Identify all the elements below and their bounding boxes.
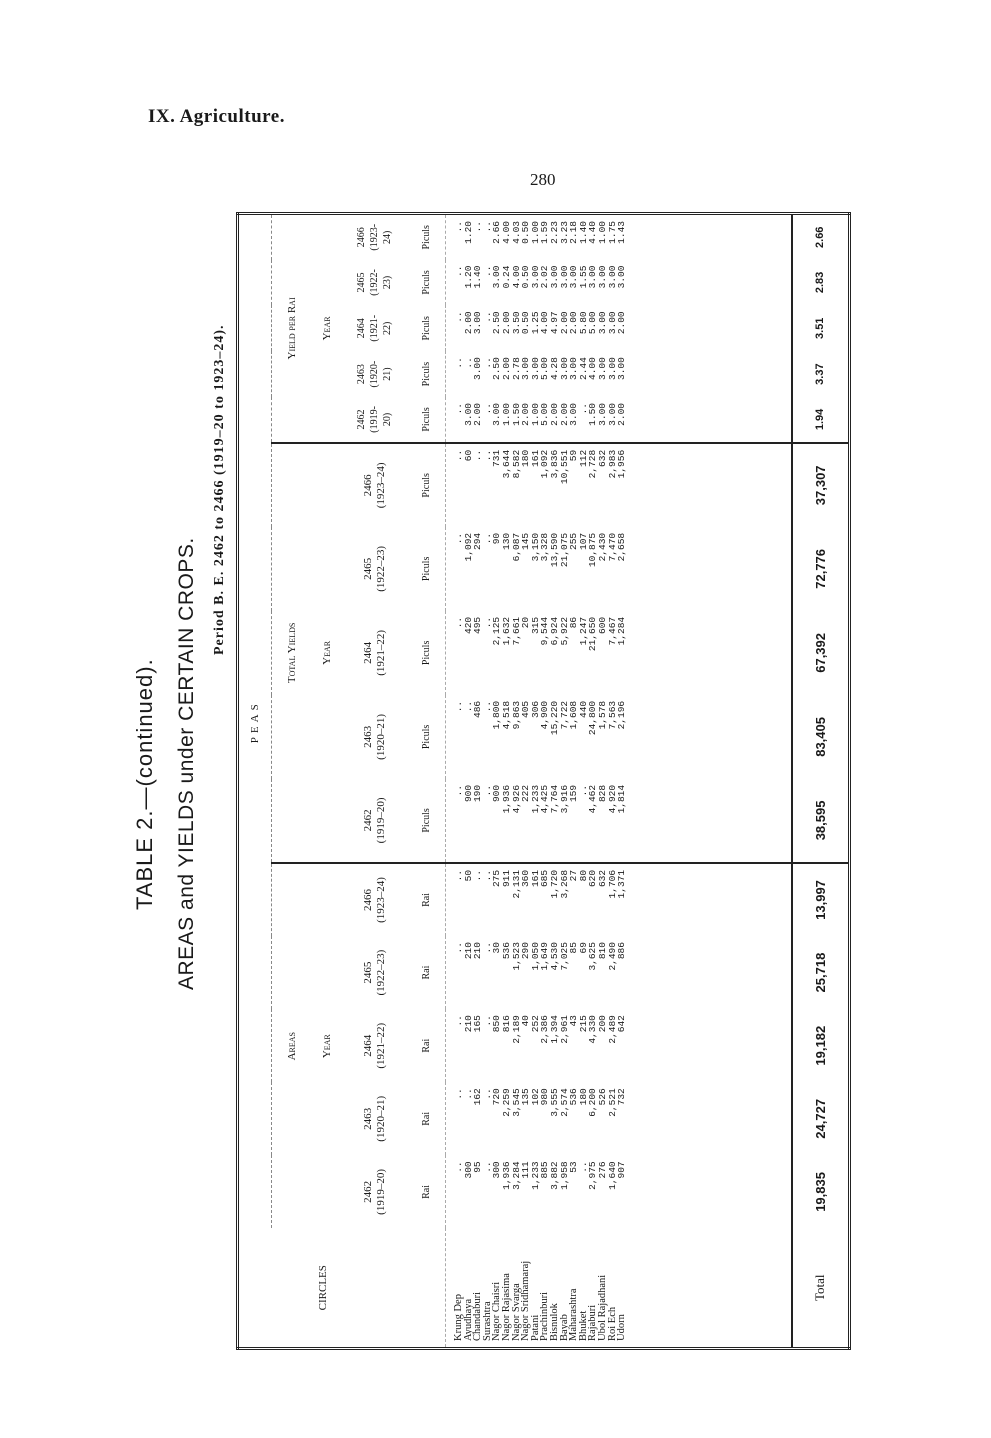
total-value: 37,307 [792,443,850,527]
perrai-year-2462: 2462 (1919- 20) [342,397,408,443]
yields-year-2462: 2462 (1919–20) [342,779,408,863]
circles-header: CIRCLES [317,1265,330,1311]
unit-label: Piculs [408,351,446,397]
column-perrai-2463: .. .. 3.00 .. 2.50 2.00 2.78 3.00 3.00 5.00 4.28 3.00 3.00 2.44 4.00 3.00 3.00 3.00 [453,357,628,380]
column-yields-2466: .. 60 .. .. 731 3,644 8,582 180 161 1,092 3,836 10,551 59 112 2,728 632 2,983 1,956 [453,449,628,485]
column-areas-2464: .. 210 165 .. 850 816 2,189 40 252 2,386 1,394 2,961 43 215 4,330 200 2,489 642 [453,1015,628,1044]
areas-year-2466: 2466 (1923–24) [361,877,387,923]
total-value: 1.94 [792,397,850,443]
areas-year-2464: 2464 (1921–22) [361,1022,387,1069]
total-value: 38,595 [792,779,850,863]
total-value: 19,182 [792,1009,850,1082]
column-perrai-2464: .. 2.00 3.00 .. 2.50 2.00 3.50 0.50 1.25 4.00 4.97 2.00 2.00 5.80 5.00 3.00 3.00 2.00 [453,311,628,335]
total-value: 13,997 [792,863,850,936]
unit-label: Piculs [408,214,446,260]
areas-header: Areas [285,1032,298,1061]
areas-year-2465: 2465 (1922–23) [361,949,387,996]
yields-year-header: Year [312,443,342,863]
unit-label: Piculs [408,611,446,695]
total-label: Total [792,1228,850,1348]
unit-label: Piculs [408,695,446,779]
perrai-year-2464: 2464 (1921- 22) [356,314,393,342]
yields-year-2466: 2466 (1923–24) [361,462,387,509]
unit-label: Piculs [408,397,446,443]
rotated-table-container [236,212,851,1350]
total-value: 3.51 [792,305,850,351]
column-areas-2463: .. .. 162 .. 720 2,259 3,545 135 102 980 3,555 2,574 536 180 6,200 526 2,521 732 [453,1088,628,1117]
unit-label: Rai [408,936,446,1009]
table-title: TABLE 2.—(continued). [132,658,157,910]
unit-blank [408,1228,446,1348]
period-line: Period B. E. 2462 to 2466 (1919–20 to 1923–24). [212,324,227,655]
total-value: 25,718 [792,936,850,1009]
areas-year-2463: 2463 (1920–21) [361,1095,387,1142]
total-value: 83,405 [792,695,850,779]
unit-label: Piculs [408,527,446,611]
total-value: 67,392 [792,611,850,695]
yields-year-2464: 2464 (1921–22) [361,629,387,676]
column-areas-2462: .. 300 95 .. 300 1,936 3,284 111 1,233 885 3,882 1,958 53 .. 2,975 276 1,640 907 [453,1161,628,1190]
column-perrai-2462: .. 3.00 2.00 .. 3.00 1.00 1.50 2.00 1.00 5.00 2.00 2.00 3.00 .. 1.50 3.00 3.00 2.00 [446,397,792,443]
perrai-year-2463: 2463 (1920- 21) [356,360,393,388]
perrai-year-header: Year [312,214,342,443]
perrai-year-2465: 2465 (1922- 23) [356,269,393,296]
unit-label: Piculs [408,779,446,863]
total-yields-header: Total Yields [272,443,312,863]
page-number: 280 [530,170,556,189]
total-value: 3.37 [792,351,850,397]
total-value: 24,727 [792,1082,850,1155]
total-value: 2.66 [792,214,850,260]
areas-year-2462: 2462 (1919–20) [361,1169,387,1215]
unit-label: Piculs [408,260,446,306]
column-areas-2466: .. 50 .. .. 275 911 2,131 360 161 685 1,720 3,268 27 80 620 632 1,706 1,371 [453,869,628,899]
unit-label: Rai [408,1009,446,1082]
total-value: 19,835 [792,1155,850,1228]
column-areas-2465: .. 210 210 .. 30 536 1,523 290 1,050 1,649 4,530 7,025 85 69 3,625 810 2,490 886 [453,942,628,971]
yield-per-rai-header: Yield per Rai [272,214,312,443]
column-yields-2462: .. 900 190 .. 900 1,936 4,926 222 1,233 4,425 7,764 3,916 159 .. 4,462 828 4,920 1,814 [446,779,792,863]
unit-label: Piculs [408,305,446,351]
table-subtitle: AREAS and YIELDS under CERTAIN CROPS. [175,537,198,990]
total-value: 2.83 [792,260,850,306]
table-body-row [446,214,792,1349]
column-yields-2463: .. .. 486 .. 1,800 4,518 9,863 405 306 4,900 15,220 7,722 1,608 440 24,800 1,578 7,563 2,196 [453,700,628,736]
unit-label: Piculs [408,443,446,527]
column-yields-2465: .. 1,092 294 .. 90 130 6,087 145 3,150 3,328 13,590 21,075 255 107 10,875 2,430 7,470 2,658 [453,532,628,568]
column-perrai-2465: .. 1.20 1.40 .. 3.00 0.24 4.00 0.50 3.00 2.02 3.00 3.00 3.00 1.55 3.00 3.00 3.00 3.00 [453,265,628,289]
circles-list: Krung Dep Ayudhaya Chandaburi Surashtra Nagor Chaisri Nagor Rajasima Nagor Svarga Nagor Sridhamaraj Patani Prachinburi Bisnulok Bayab Maharashtra Bhuket Rajaburi Ubol Rajadhani Roi Ech Udorn [453,1260,628,1341]
unit-label: Rai [408,1155,446,1228]
yields-year-2463: 2463 (1920–21) [361,713,387,760]
unit-label: Rai [408,1082,446,1155]
section-heading: IX. Agriculture. [148,106,285,127]
yields-year-2465: 2465 (1922–23) [361,545,387,592]
column-yields-2464: .. 420 495 .. 2,125 1,632 7,661 20 315 9,544 6,924 5,922 86 1,247 21,650 600 7,467 1,284 [453,616,628,652]
data-table [236,212,851,1350]
perrai-year-2466: 2466 (1923- 24) [356,223,393,251]
areas-year-header: Year [320,1034,333,1059]
unit-label: Rai [408,863,446,936]
crop-header: PEAS [238,214,272,1229]
column-perrai-2466: .. 1.20 .. .. 2.66 4.00 4.03 0.50 1.00 1.59 2.23 3.23 2.18 1.40 4.40 1.00 1.75 1.43 [453,221,628,244]
total-value: 72,776 [792,527,850,611]
total-row [792,214,850,1349]
